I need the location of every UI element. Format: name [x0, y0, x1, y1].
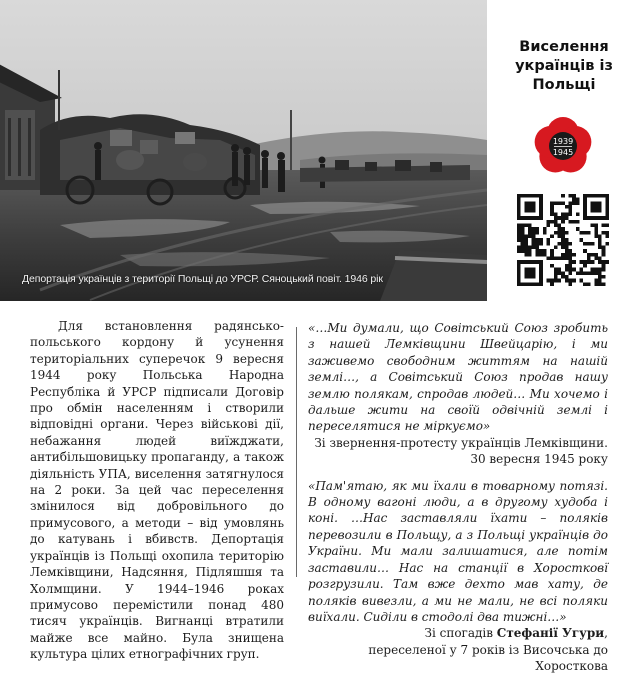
source-name: Стефанії Угури [496, 626, 605, 641]
photo-caption: Депортація українців з території Польщі до УРСР. Сяноцький повіт. 1946 рік [22, 273, 383, 285]
sidebar-title [500, 38, 628, 95]
remembrance-emblem [531, 114, 595, 178]
column-divider [296, 327, 297, 577]
source-suffix: , [604, 626, 608, 641]
quote-source: Зі звернення-протесту українців Лемківщини. [314, 435, 608, 450]
article-body [30, 318, 284, 663]
quote-source [308, 625, 608, 641]
sidebar-title-line: Польщі [532, 77, 596, 93]
sidebar-title-line: українців із [515, 58, 613, 74]
quotes-column [308, 320, 608, 675]
emblem-year-end: 1945 [552, 148, 574, 157]
deportation-photo [0, 0, 487, 301]
quote-memoir: «Пам'ятаю, як ми їхали в товарному потязі. В одному вагоні люди, а в другому худоба і коні. …Нас заставляли їхати – поляків перевозили в Польщу, а з Польщі українців до України. Ми мали залишатися, але потім заставили… Нас на станції в Хоростковї розгрузили. Там вже дехто мав хату, де поляків вивезли, а ми не мали, не всі поляки виїхали. Сиділи в стодолі два тижні…» [308, 478, 608, 624]
quote-date: 30 вересня 1945 року [470, 452, 608, 467]
quote-lemko-protest: «…Ми думали, що Совітський Союз зробить з нашей Лемківщини Швейцарію, і ми заживемо свободним життям на нашій землі…, а Совітський Союз продав нашу землю полякам, спродав людей… Ми хочемо і дальше жити на своїй одвічній землі і переселятися не міркуємо» [308, 321, 608, 434]
article-paragraph: Для встановлення радянсько-польського кордону й усунення територіальних суперечок 9 вересня 1944 року Польська Народна Республіка й УРСР підписали Договір про обмін населенням і створили відповідні органи. Через військові дії, небажання людей виїжджати, антибільшовицьку пропаганду, а також діяльність УПА, виселення затягнулося на 2 роки. За цей час переселення змінилося від добровільного до примусового, а методи – від умовлянь до катувань і вбивств. Депортація українців із Польщі охопила територію Лемківщини, Надсяння, Підляшшя та Холмщини. У 1944–1946 роках примусово перемістили понад 480 тисяч українців. Вигнанці втратили майже все майно. Була знищена культура цілих етнографічних груп. [30, 319, 284, 662]
emblem-year-start: 1939 [552, 137, 574, 146]
source-prefix: Зі спогадів [424, 626, 497, 641]
sidebar-title-line: Виселення [519, 39, 609, 55]
qr-code[interactable] [517, 194, 609, 286]
quote-source-detail: переселеної у 7 років із Височська до Хоросткова [368, 642, 608, 674]
photo-illustration [0, 0, 487, 301]
